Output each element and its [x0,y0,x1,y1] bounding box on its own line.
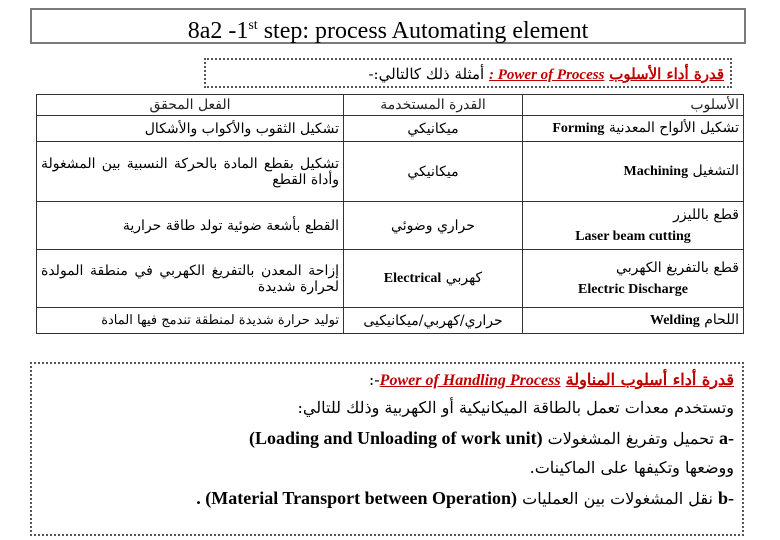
item-a-arabic: تحميل وتفريغ المشغولات [547,429,714,448]
energy-english: Electrical [383,271,442,286]
section2-heading-arabic: قدرة أداء أسلوب المناولة [565,370,734,389]
energy-cell: حراري/كهربي/ميكانيكيى [344,308,523,334]
effect-cell: القطع بأشعة ضوئية تولد طاقة حرارية [37,202,344,250]
method-cell [523,308,744,334]
table-row [37,308,744,334]
section1-heading-followup: أمثلة ذلك كالتالي:- [368,65,485,83]
section1-heading-arabic: قدرة أداء الأسلوب [609,65,724,83]
section2-item-a-continued: ووضعها وتكيفها على الماكينات. [529,458,734,477]
header-method: الأسلوب [523,95,744,116]
method-arabic: قطع بالتفريغ الكهربي [616,259,739,276]
method-english: Electric Discharge [577,281,688,297]
section1-heading [368,62,724,87]
section2-heading-tail: :- [368,370,380,389]
effect-cell: تشكيل بقطع المادة بالحركة النسبية بين المشغولة وأداة القطع [37,142,344,202]
method-arabic: التشغيل [692,163,739,179]
energy-cell: حراري وضوئي [344,202,523,250]
item-b-label: b- [717,488,734,508]
item-b-arabic: نقل المشغولات بين العمليات [522,489,713,508]
method-arabic: اللحام [704,312,739,328]
table-header-row [37,95,744,116]
title-superscript: st [248,18,258,33]
section2-heading-english: Power of Handling Process [379,372,561,389]
energy-arabic: كهربي [445,270,483,286]
energy-cell: ميكانيكي [344,142,523,202]
method-cell [523,142,744,202]
energy-cell [344,250,523,308]
method-english: Welding [649,313,700,328]
table-row [37,116,744,142]
page-title [30,8,746,44]
table-row [37,142,744,202]
section2-intro: وتستخدم معدات تعمل بالطاقة الميكانيكية أو الكهربية وذلك للتالي: [297,398,734,417]
method-cell [523,250,744,308]
header-effect: الفعل المحقق [37,95,344,116]
item-a-english: (Loading and Unloading of work unit) [248,428,543,448]
item-b-english: . (Material Transport between Operation) [196,488,518,508]
item-a-label: a- [719,428,734,448]
method-arabic: قطع بالليزر [673,206,739,223]
effect-cell: تشكيل الثقوب والأكواب والأشكال [37,116,344,142]
effect-cell: إزاحة المعدن بالتفريغ الكهربي في منطقة المولدة لحرارة شديدة [37,250,344,308]
title-rest: step: process Automating element [257,18,589,44]
section2-heading [369,368,734,393]
method-english: Machining [623,164,689,179]
method-english: Laser beam cutting [575,228,691,244]
effect-cell: توليد حرارة شديدة لمنطقة تندمج فيها المادة [37,308,344,334]
title-prefix: 8a2 -1 [187,18,249,44]
process-table [36,94,744,334]
section1-heading-english: : Power of Process [489,67,605,83]
section1-heading-box [204,58,732,88]
method-english: Forming [552,121,605,136]
table-row [37,250,744,308]
table-row [37,202,744,250]
section2-box [30,362,744,536]
method-cell [523,202,744,250]
energy-cell: ميكانيكي [344,116,523,142]
header-energy: القدرة المستخدمة [344,95,523,116]
section2-item-b [196,486,734,511]
method-cell [523,116,744,142]
method-arabic: تشكيل الألواح المعدنية [608,120,739,136]
section2-item-a [249,426,734,451]
